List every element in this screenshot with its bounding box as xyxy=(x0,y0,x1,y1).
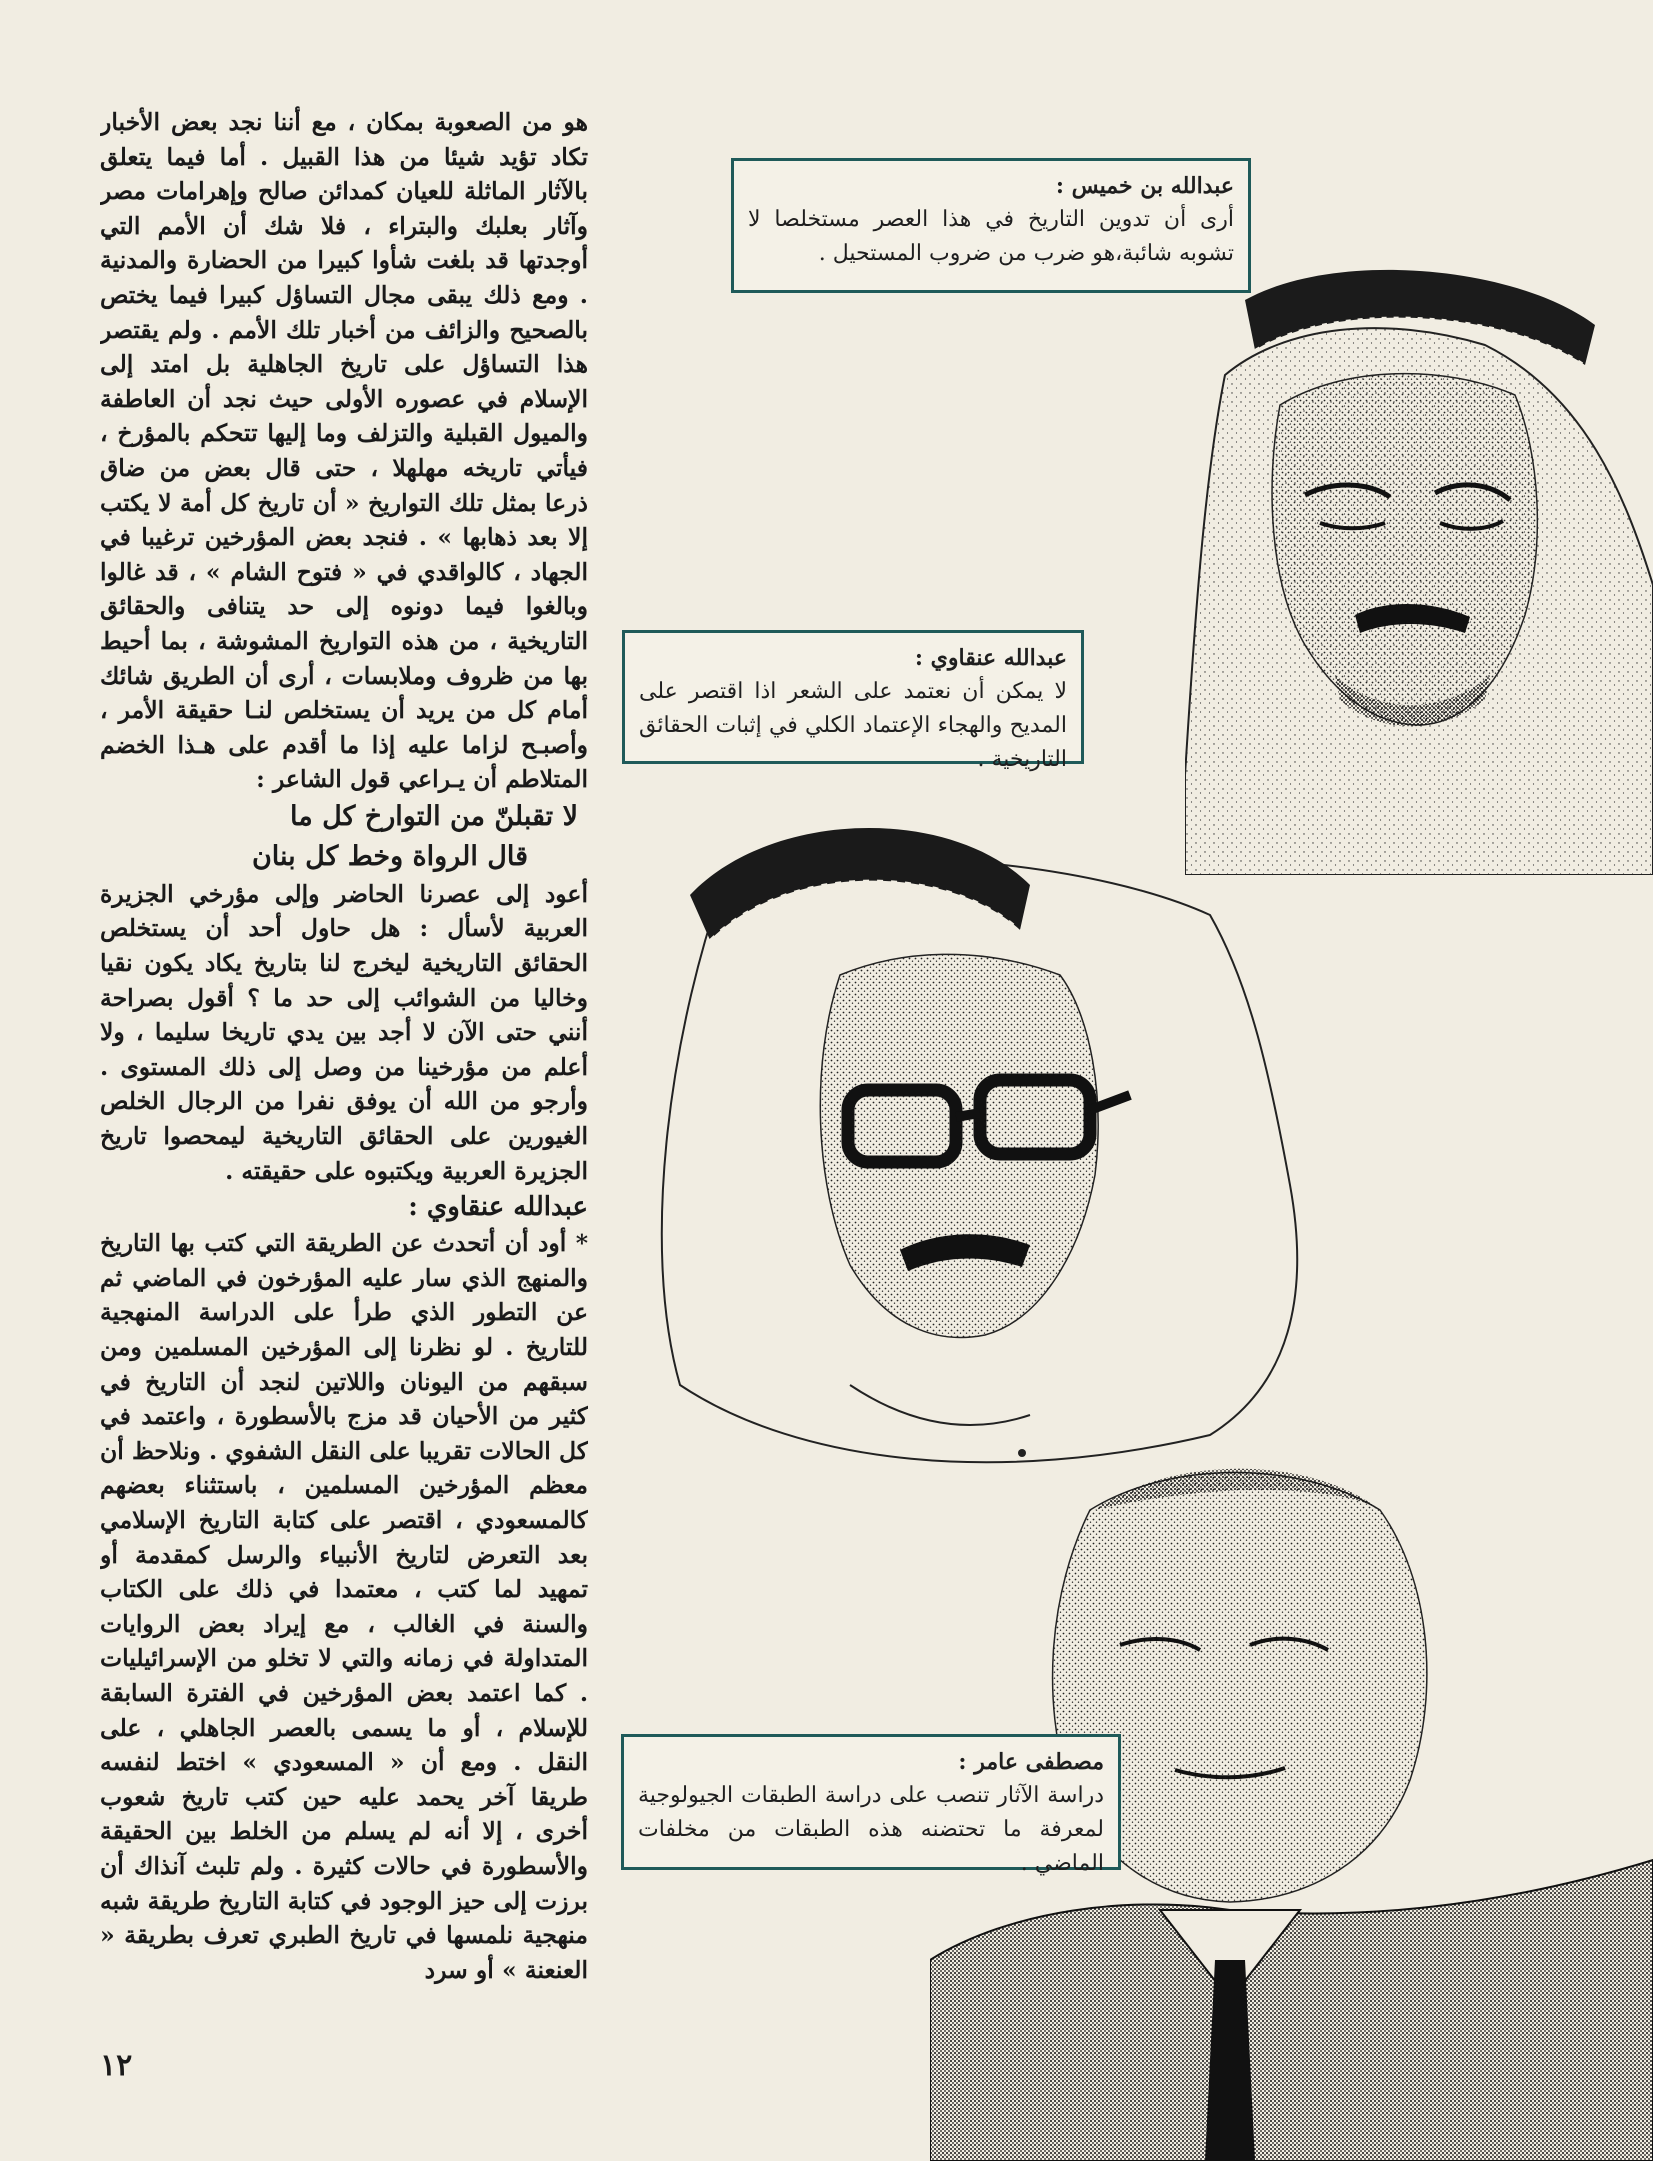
poem-verse-1: لا تقبلنّ من التوارخ كل ما xyxy=(289,800,578,832)
portrait-anqawi xyxy=(650,825,1310,1485)
article-paragraph-3: * أود أن أتحدث عن الطريقة التي كتب بها التاريخ والمنهج الذي سار عليه المؤرخون في الماضي ثم عن التطور الذي طرأ على الدراسة المنهجية للتاريخ . لو نظرنا إلى المؤرخين المسلمين ومن سبقهم من اليونان واللاتين لنجد أن التاريخ في كثير من الأحيان قد مزج بالأسطورة ، واعتمد في كل الحالات تقريبا على النقل الشفوي . ونلاحظ أن معظم المؤرخين المسلمين ، باستثناء بعضهم كالمسعودي ، اقتصر على كتابة التاريخ الإسلامي بعد التعرض لتاريخ الأنبياء والرسل كمقدمة أو تمهيد لما كتب ، معتمدا في ذلك على الكتاب والسنة في الغالب ، مع إيراد بعض الروايات المتداولة في زمانه والتي لا تخلو من الإسرائيليات . كما اعتمد بعض المؤرخين في الفترة السابقة للإسلام ، أو ما يسمى بالعصر الجاهلي ، على النقل . ومع أن « المسعودي » اختط لنفسه طريقا آخر يحمد عليه حين كتب تاريخ شعوب أخرى ، إلا أنه لم يسلم من الخلط بين الحقيقة والأسطورة في حالات كثيرة . ولم تلبث آنذاك أن برزت إلى حيز الوجود في كتابة التاريخ طريقة شبه منهجية نلمسها في تاريخ الطبري تعرف بطريقة « العنعنة » أو سرد xyxy=(100,1229,588,1984)
caption-quote: أرى أن تدوين التاريخ في هذا العصر مستخلصا لا تشوبه شائبة،هو ضرب من ضروب المستحيل . xyxy=(748,207,1234,266)
caption-anqawi xyxy=(622,630,1084,772)
caption-name: مصطفى عامر : xyxy=(958,1749,1104,1775)
caption-name: عبدالله عنقاوي : xyxy=(914,645,1067,671)
page-number: ١٢ xyxy=(100,2048,133,2083)
article-column xyxy=(100,105,588,2035)
caption-ibn-khamis xyxy=(731,158,1251,293)
article-paragraph-1: هو من الصعوبة بمكان ، مع أننا نجد بعض الأخبار تكاد تؤيد شيئا من هذا القبيل . أما فيما يتعلق بالآثار الماثلة للعيان كمدائن صالح وإهرامات مصر وآثار بعلبك والبتراء ، فلا شك أن الأمم التي أوجدتها قد بلغت شأوا كبيرا من الحضارة والمدنية . ومع ذلك يبقى مجال التساؤل كبيرا فيما يختص بالصحيح والزائف من أخبار تلك الأمم . ولم يقتصر هذا التساؤل على تاريخ الجاهلية بل امتد إلى الإسلام في عصوره الأولى حيث نجد أن العاطفة والميول القبلية والتزلف وما إليها تتحكم بالمؤرخ ، فيأتي تاريخه مهلهلا ، حتى قال بعض من ضاق ذرعا بمثل تلك التواريخ « أن تاريخ كل أمة لا يكتب إلا بعد ذهابها » . فنجد بعض المؤرخين ترغيبا في الجهاد ، كالواقدي في « فتوح الشام » ، قد غالوا وبالغوا فيما دونوه إلى حد يتنافى والحقائق التاريخية ، من هذه التواريخ المشوشة ، بما أحيط بها من ظروف وملابسات ، أرى أن الطريق شائك أمام كل من يريد أن يستخلص لنـا حقيقة الأمر ، وأصبـح لزاما عليه إذا ما أقدم على هـذا الخضم المتلاطم أن يـراعي قول الشاعر : xyxy=(100,108,588,794)
caption-name: عبدالله بن خميس : xyxy=(1055,173,1234,199)
caption-mustafa-amer xyxy=(621,1734,1121,1876)
caption-quote: دراسة الآثار تنصب على دراسة الطبقات الجيولوجية لمعرفة ما تحتضنه هذه الطبقات من مخلفات الماضي . xyxy=(638,1783,1104,1876)
portrait-ibn-khamis xyxy=(1185,255,1653,875)
speaker-heading: عبدالله عنقاوي : xyxy=(408,1192,588,1223)
poem-verse-2: قال الرواة وخط كل بنان xyxy=(251,840,528,872)
article-paragraph-2: أعود إلى عصرنا الحاضر وإلى مؤرخي الجزيرة العربية لأسأل : هل حاول أحد أن يستخلص الحقائق التاريخية ليخرج لنا بتاريخ يكاد يكون نقيا وخاليا من الشوائب إلى حد ما ؟ أقول بصراحة أنني حتى الآن لا أجد بين يدي تاريخا سليما ، ولا أعلم من مؤرخينا من وصل إلى ذلك المستوى . وأرجو من الله أن يوفق نفرا من الرجال الخلص الغيورين على الحقائق التاريخية ليمحصوا تاريخ الجزيرة العربية ويكتبوه على حقيقته . xyxy=(100,879,588,1185)
caption-quote: لا يمكن أن نعتمد على الشعر اذا اقتصر على المديح والهجاء الإعتماد الكلي في إثبات الحقائق التاريخية . xyxy=(639,679,1067,772)
